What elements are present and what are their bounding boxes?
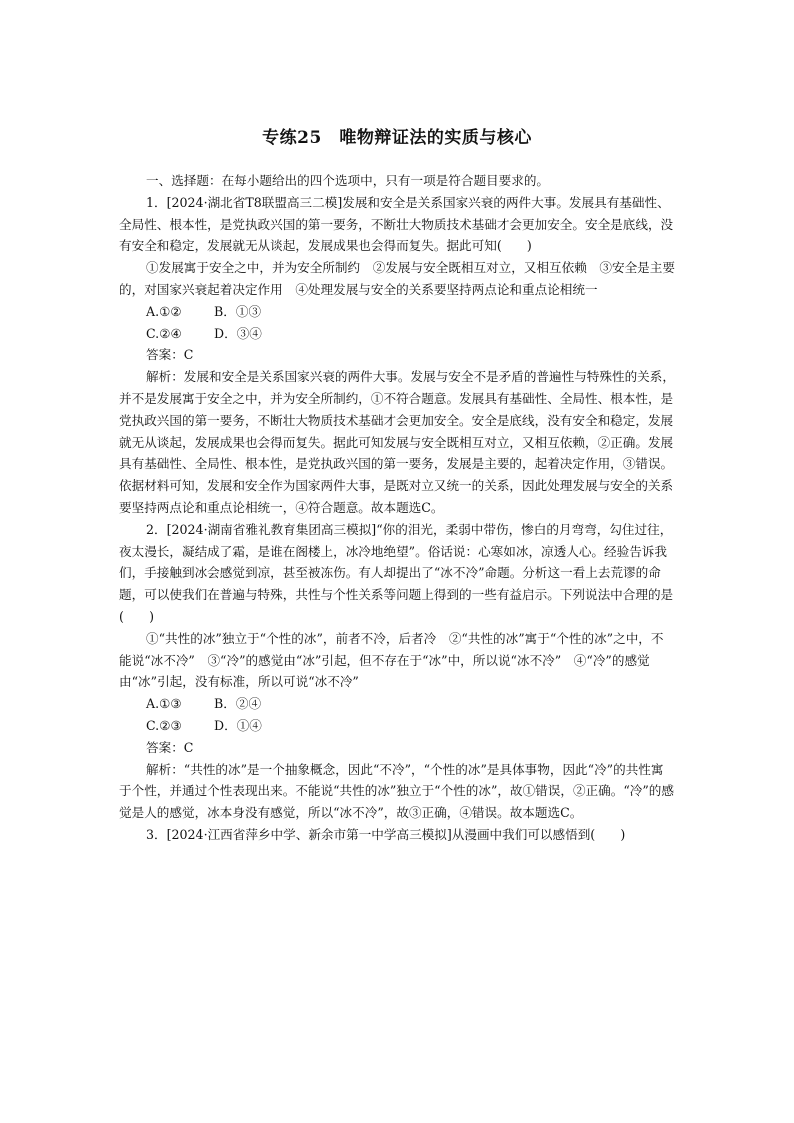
question-statements: ①“共性的冰”独立于“个性的冰”，前者不冷，后者冷 ②“共性的冰”寓于“个性的冰”之中，不能说“冰不冷” ③“冷”的感觉由“冰”引起，但不存在于“冰”中，所以说“冰不冷” ④“冷”的感觉由“冰”引起，没有标准，所以可说“冰不冷” xyxy=(119,630,664,690)
analysis: 解析：“共性的冰”是一个抽象概念，因此“不冷”，“个性的冰”是具体事物，因此“冷”的共性寓于个性，并通过个性表现出来。不能说“共性的冰”独立于“个性的冰”，故①错误，②正确。“冷”的感觉是人的感觉，冰本身没有感觉，所以“冰不冷”，故③正确，④错误。故本题选C。 xyxy=(119,761,674,821)
option-d: D．③④ xyxy=(214,325,262,341)
page-title: 专练25 唯物辩证法的实质与核心 xyxy=(262,128,532,148)
option-b: B．②④ xyxy=(214,696,262,712)
options-row xyxy=(119,301,675,323)
question-1 xyxy=(119,192,675,519)
option-c: C.②④ xyxy=(146,325,182,341)
question-statements: ①发展寓于安全之中，并为安全所制约 ②发展与安全既相互对立，又相互依赖 ③安全是主要的，对国家兴衰起着决定作用 ④处理发展与安全的关系要坚持两点论和重点论相统一 xyxy=(119,260,675,297)
content-body xyxy=(119,170,675,846)
question-3 xyxy=(119,824,675,846)
option-a: A.①③ xyxy=(146,696,182,712)
analysis: 解析：发展和安全是关系国家兴衰的两件大事。发展与安全不是矛盾的普遍性与特殊性的关系，并不是发展寓于安全之中，并为安全所制约，①不符合题意。发展具有基础性、全局性、根本性，是党执政兴国的第一要务，不断壮大物质技术基础才会更加安全。安全是底线，没有安全和稳定，发展就无从谈起，发展成果也会得而复失。据此可知发展与安全既相互对立，又相互依赖，②正确。发展具有基础性、全局性、根本性，是党执政兴国的第一要务，发展是主要的，起着决定作用，③错误。依据材料可知，发展和安全作为国家两件大事，是既对立又统一的关系，因此处理发展与安全的关系要坚持两点论和重点论相统一，④符合题意。故本题选C。 xyxy=(119,369,675,515)
option-b: B．①③ xyxy=(214,303,262,319)
answer: 答案：C xyxy=(146,347,194,363)
option-d: D．①④ xyxy=(214,717,262,733)
question-stem: 1．[2024·湖北省T8联盟高三二模]发展和安全是关系国家兴衰的两件大事。发展具有基础性、全局性、根本性，是党执政兴国的第一要务，不断壮大物质技术基础才会更加安全。安全是底线，没有安全和稳定，发展就无从谈起，发展成果也会得而复失。据此可知( ) xyxy=(119,194,674,254)
question-2 xyxy=(119,519,675,824)
option-c: C.②③ xyxy=(146,717,182,733)
answer: 答案：C xyxy=(146,739,194,755)
options-row xyxy=(119,715,675,737)
options-row xyxy=(119,323,675,345)
question-stem: 2．[2024·湖南省雅礼教育集团高三模拟]“你的泪光，柔弱中带伤，惨白的月弯弯，勾住过往，夜太漫长，凝结成了霜，是谁在阁楼上，冰冷地绝望”。俗话说：心寒如冰，凉透人心。经验告诉我们，手接触到冰会感觉到凉，甚至被冻伤。有人却提出了“冰不冷”命题。分析这一看上去荒谬的命题，可以使我们在普遍与特殊，共性与个性关系等问题上得到的一些有益启示。下列说法中合理的是( ) xyxy=(119,521,674,624)
question-stem: 3．[2024·江西省萍乡中学、新余市第一中学高三模拟]从漫画中我们可以感悟到( ) xyxy=(146,826,626,842)
option-a: A.①② xyxy=(146,303,182,319)
section-heading: 一、选择题：在每小题给出的四个选项中，只有一项是符合题目要求的。 xyxy=(146,173,549,188)
options-row xyxy=(119,693,675,715)
